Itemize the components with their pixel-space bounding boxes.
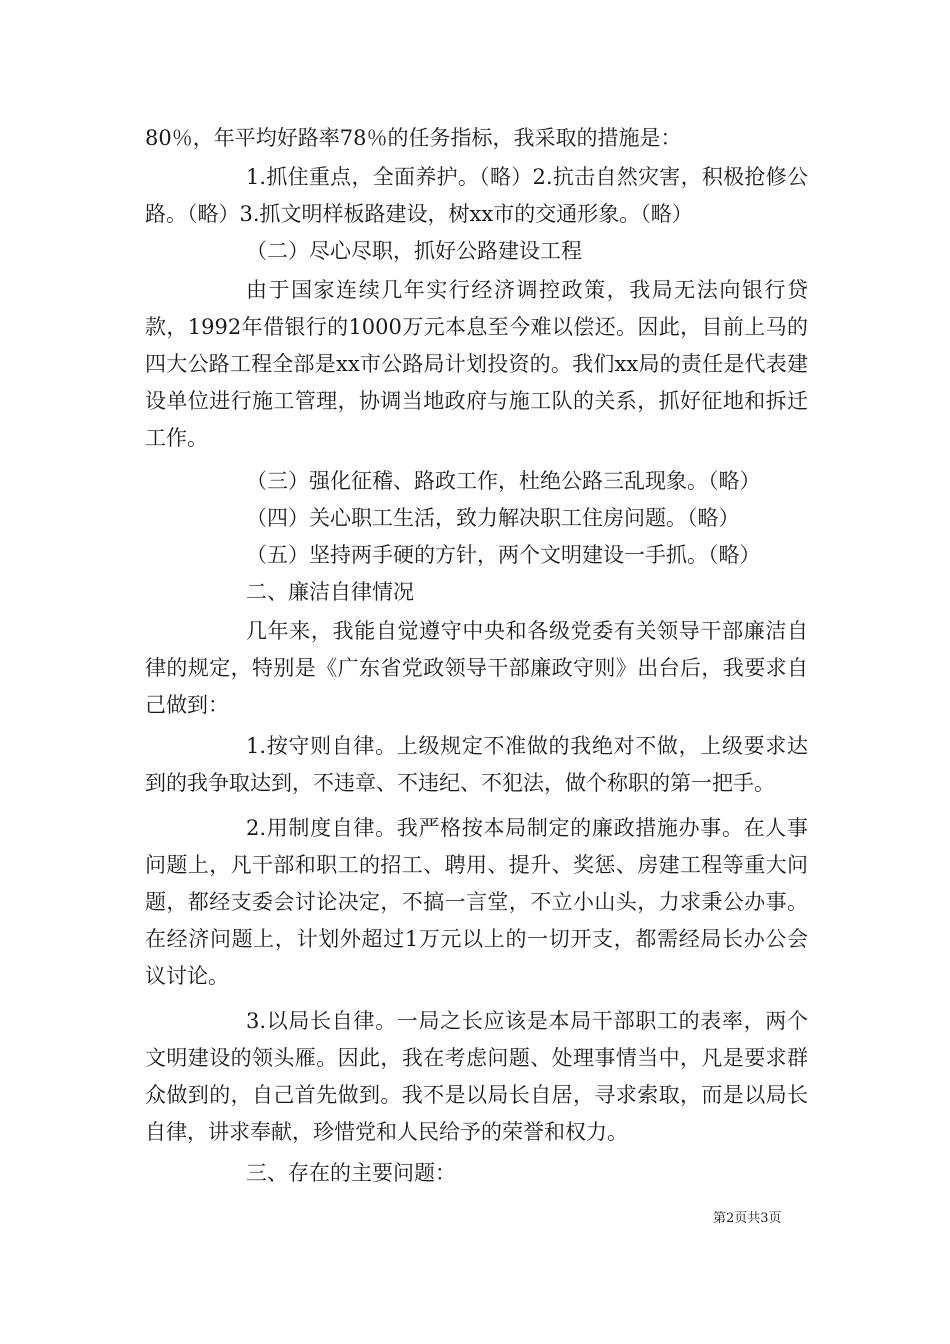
section-heading-construction: （二）尽心尽职，抓好公路建设工程 (246, 239, 582, 263)
document-body (145, 120, 808, 1192)
paragraph-rule-3: 3.以局长自律。一局之长应该是本局干部职工的表率，两个文明建设的领头雁。因此，我在考虑问题、处理事情当中，凡是要求群众做到的，自己首先做到。我不是以局长自居，寻求索取，而是以局长自律，讲求奉献，珍惜党和人民给予的荣誉和权力。 (145, 1009, 808, 1144)
page-footer: 第2页共3页 (713, 1211, 782, 1226)
section-heading-welfare: （四）关心职工生活，致力解决职工住房问题。（略） (246, 506, 740, 530)
paragraph-rule-2: 2.用制度自律。我严格按本局制定的廉政措施办事。在人事问题上，凡干部和职工的招工、聘用、提升、奖惩、房建工程等重大问题，都经支委会讨论决定，不搞一言堂，不立小山头，力求秉公办事。在经济问题上，计划外超过1万元以上的一切开支，都需经局长办公会议讨论。 (145, 816, 808, 988)
paragraph-measures: 1.抓住重点，全面养护。（略）2.抗击自然灾害，积极抢修公路。（略）3.抓文明样板路建设，树xx市的交通形象。（略） (145, 165, 808, 226)
paragraph-integrity-intro: 几年来，我能自觉遵守中央和各级党委有关领导干部廉洁自律的规定，特别是《广东省党政领导干部廉政守则》出台后，我要求自己做到： (145, 619, 808, 717)
paragraph-construction: 由于国家连续几年实行经济调控政策，我局无法向银行贷款，1992年借银行的1000万元本息至今难以偿还。因此，目前上马的四大公路工程全部是xx市公路局计划投资的。我们xx局的责任是代表建设单位进行施工管理，协调当地政府与施工队的关系，抓好征地和拆迁工作。 (145, 278, 808, 450)
paragraph-continuation: 80％，年平均好路率78％的任务指标，我采取的措施是： (145, 126, 682, 150)
section-heading-levy: （三）强化征稽、路政工作，杜绝公路三乱现象。（略） (246, 469, 761, 493)
section-heading-problems: 三、存在的主要问题： (246, 1161, 456, 1185)
section-heading-two-hands: （五）坚持两手硬的方针，两个文明建设一手抓。（略） (246, 543, 761, 567)
section-heading-integrity: 二、廉洁自律情况 (246, 580, 414, 604)
paragraph-rule-1: 1.按守则自律。上级规定不准做的我绝对不做，上级要求达到的我争取达到，不违章、不违纪、不犯法，做个称职的第一把手。 (145, 734, 808, 795)
